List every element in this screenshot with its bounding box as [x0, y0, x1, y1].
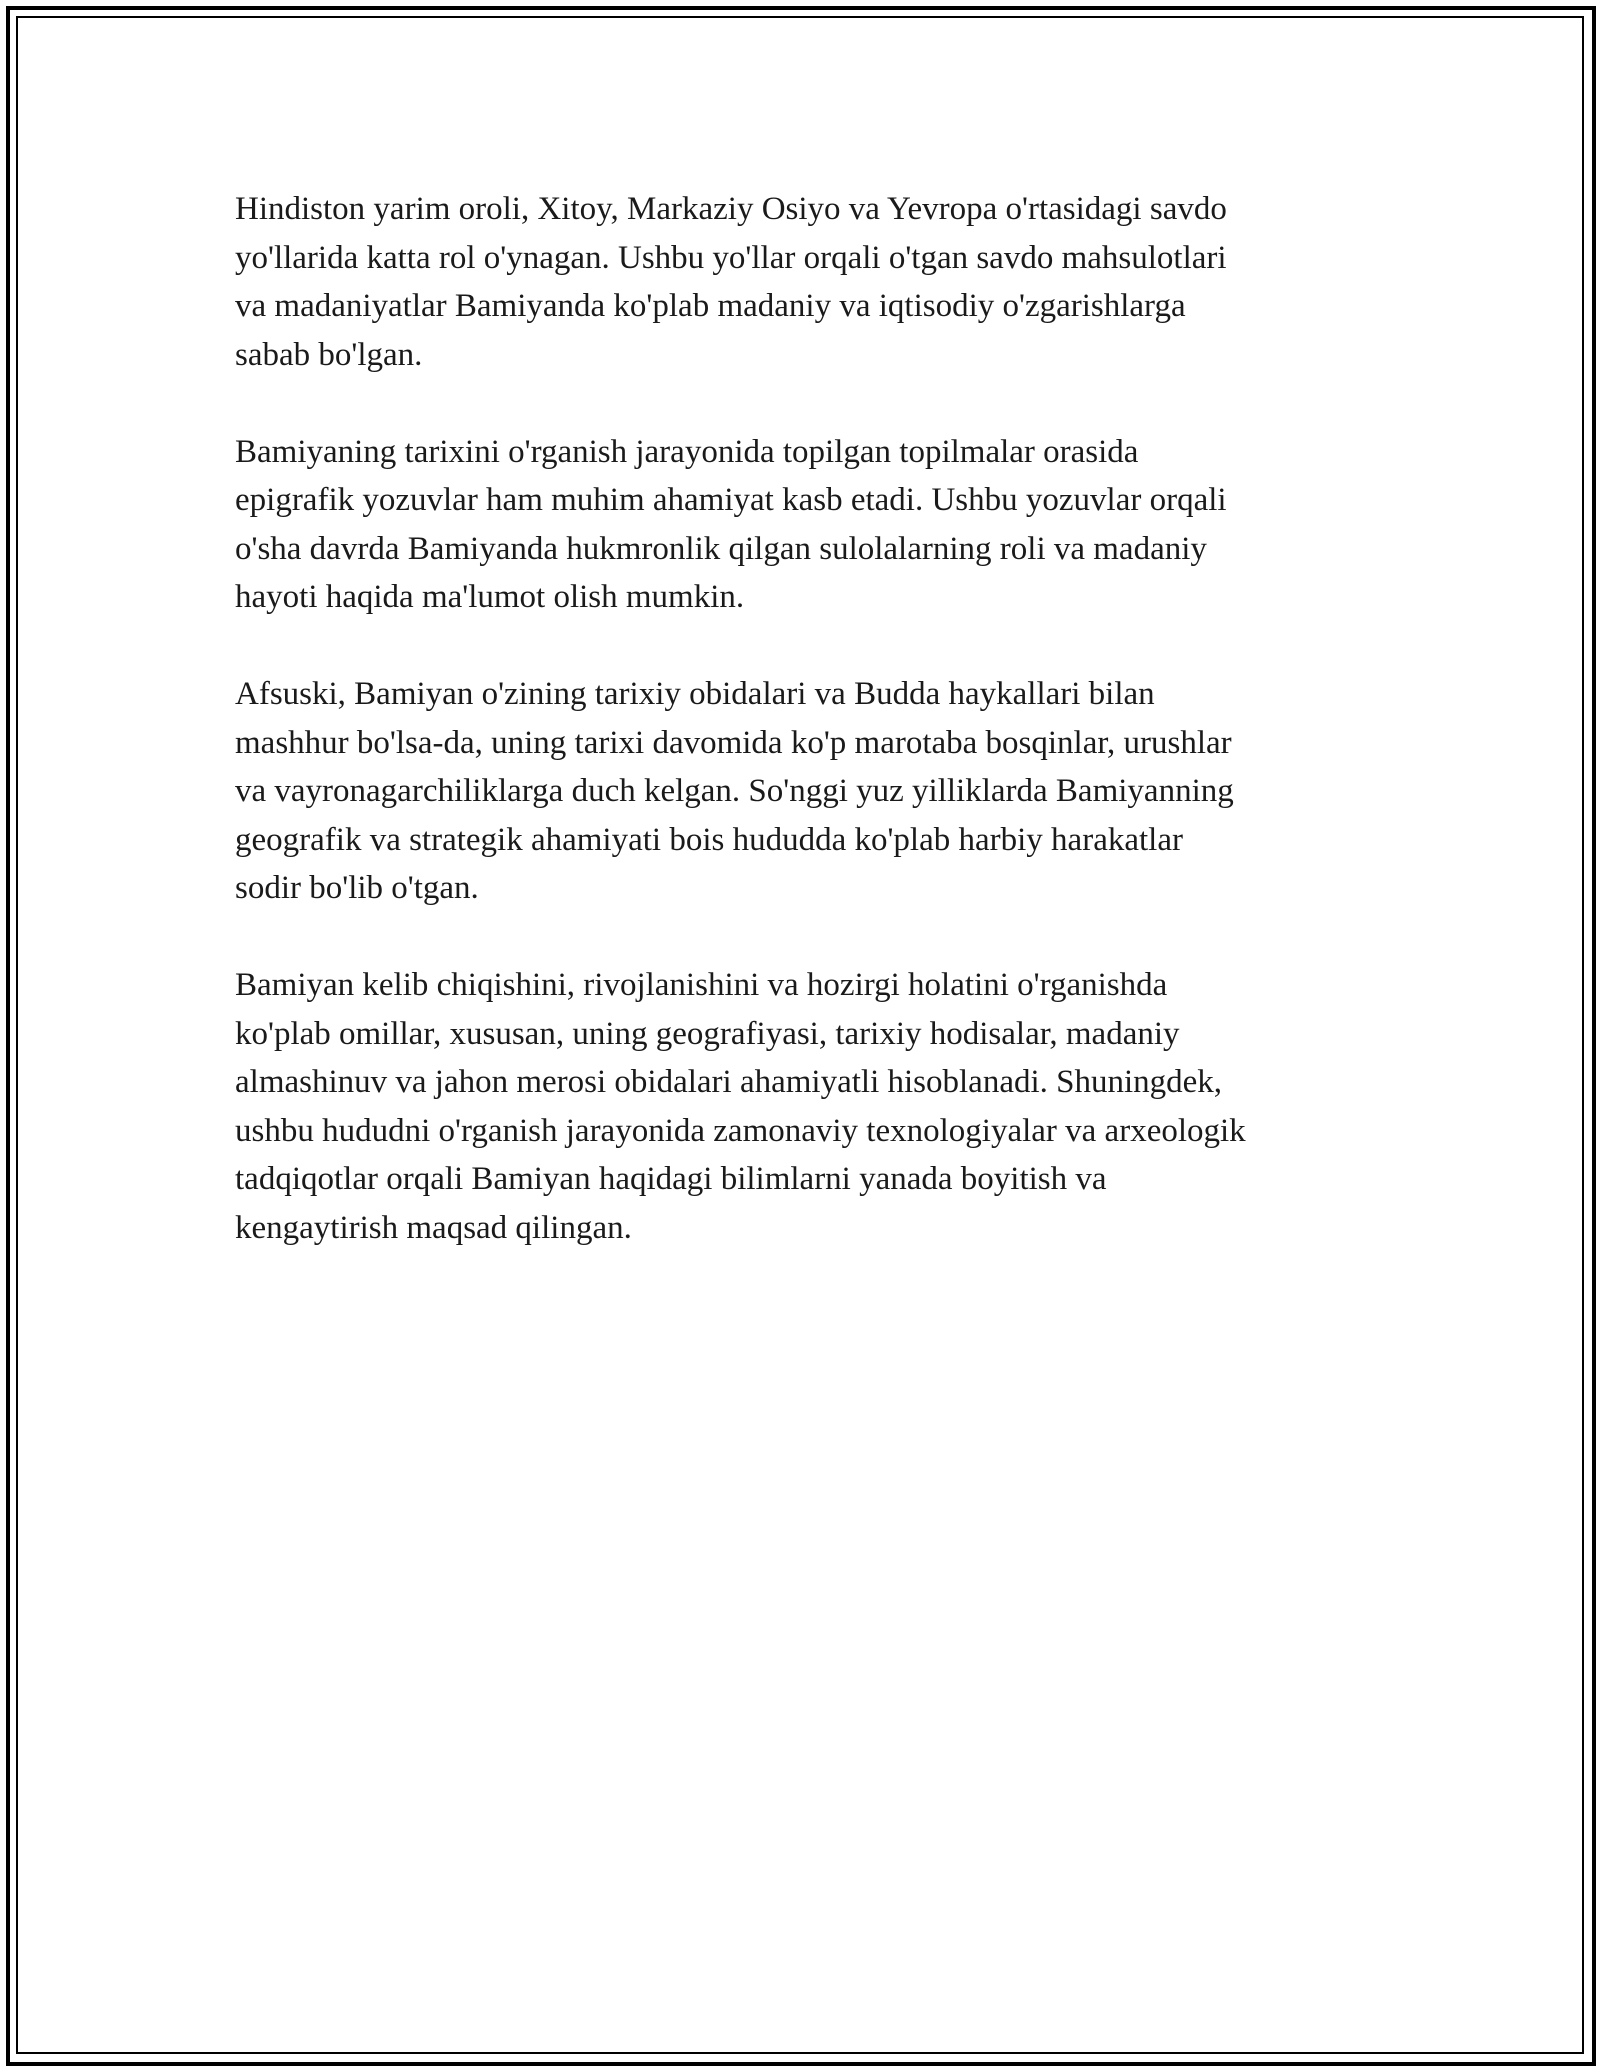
paragraph-1: [235, 185, 1375, 379]
paragraph-3: [235, 670, 1375, 913]
text-line: va madaniyatlar Bamiyanda ko'plab madaniy va iqtisodiy o'zgarishlarga: [235, 288, 1186, 324]
text-line: Hindiston yarim oroli, Xitoy, Markaziy Osiyo va Yevropa o'rtasidagi savdo: [235, 191, 1227, 227]
text-line: hayoti haqida ma'lumot olish mumkin.: [235, 579, 745, 615]
paragraph-4: [235, 961, 1375, 1252]
text-line: ko'plab omillar, xususan, uning geografiyasi, tarixiy hodisalar, madaniy: [235, 1015, 1180, 1052]
text-line: o'sha davrda Bamiyanda hukmronlik qilgan sulolalarning roli va madaniy: [235, 530, 1207, 567]
text-line: ushbu hududni o'rganish jarayonida zamonaviy texnologiyalar va arxeologik: [235, 1112, 1246, 1149]
text-line: almashinuv va jahon merosi obidalari ahamiyatli hisoblanadi. Shuningdek,: [235, 1064, 1223, 1100]
text-line: sabab bo'lgan.: [235, 336, 423, 373]
text-line: Bamiyaning tarixini o'rganish jarayonida topilgan topilmalar orasida: [235, 433, 1139, 470]
text-line: tadqiqotlar orqali Bamiyan haqidagi bilimlarni yanada boyitish va: [235, 1161, 1107, 1197]
text-line: Bamiyan kelib chiqishini, rivojlanishini va hozirgi holatini o'rganishda: [235, 967, 1168, 1003]
text-line: mashhur bo'lsa-da, uning tarixi davomida ko'p marotaba bosqinlar, urushlar: [235, 724, 1232, 761]
text-line: kengaytirish maqsad qilingan.: [235, 1209, 632, 1246]
text-line: Afsuski, Bamiyan o'zining tarixiy obidalari va Budda haykallari bilan: [235, 676, 1155, 712]
paragraph-2: [235, 428, 1375, 622]
text-line: epigrafik yozuvlar ham muhim ahamiyat kasb etadi. Ushbu yozuvlar orqali: [235, 482, 1227, 518]
document-body: [235, 185, 1375, 1301]
text-line: va vayronagarchiliklarga duch kelgan. So'nggi yuz yilliklarda Bamiyanning: [235, 773, 1234, 809]
text-line: geografik va strategik ahamiyati bois hududda ko'plab harbiy harakatlar: [235, 821, 1183, 858]
text-line: yo'llarida katta rol o'ynagan. Ushbu yo'llar orqali o'tgan savdo mahsulotlari: [235, 239, 1227, 276]
text-line: sodir bo'lib o'tgan.: [235, 870, 479, 906]
